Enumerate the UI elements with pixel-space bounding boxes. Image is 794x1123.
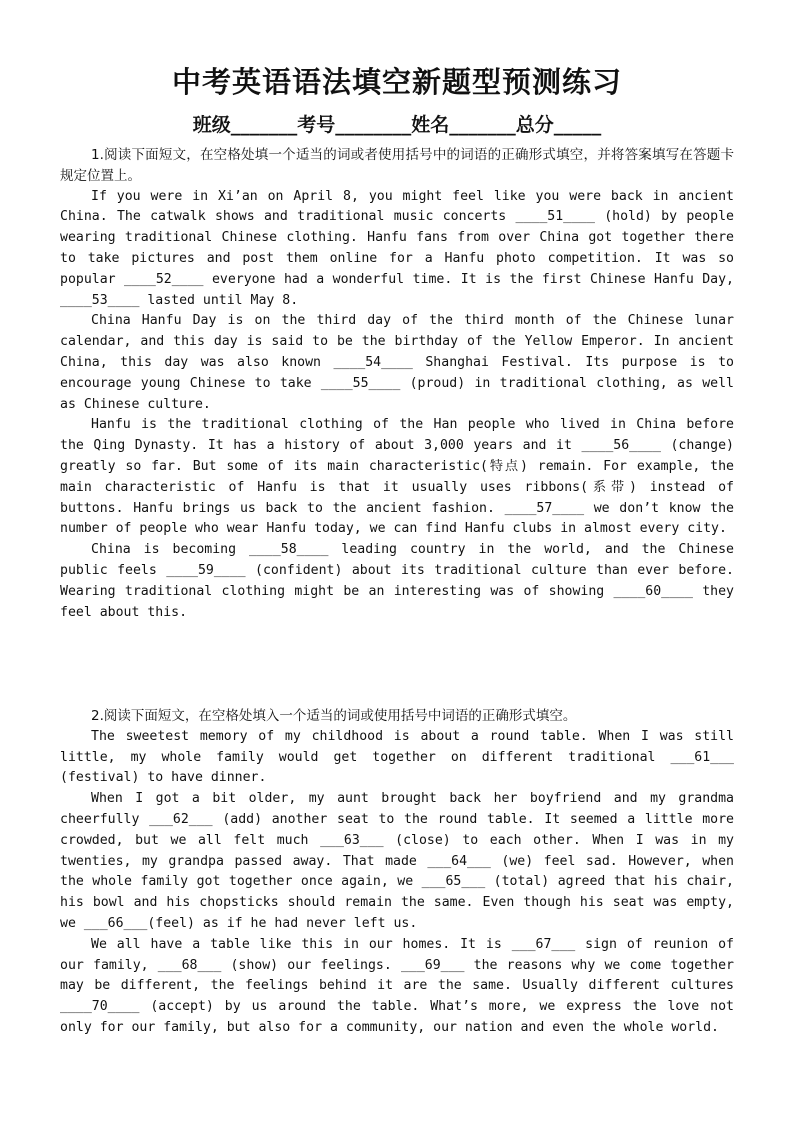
section-2-paragraph: We all have a table like this in our homes. It is ___67___ sign of reunion of our family, ___68___ (show) our feelings. ___69___ the reasons why we come together may be different, the feelings behind it are the same. Usually different cultures ____70____ (accept) by us around the table. What’s more, we express the love not only for our family, but also for a community, our nation and even the whole world. bbox=[60, 936, 734, 1035]
student-info-line: 班级_______考号________姓名_______总分_____ bbox=[192, 114, 602, 136]
page-title: 中考英语语法填空新题型预测练习 bbox=[171, 65, 622, 99]
section-1-paragraph: China is becoming ____58____ leading country in the world, and the Chinese public feels ____59____ (confident) about its traditional culture than ever before. Wearing traditional clothing might be an interesting was of showing ____60____ they feel about this. bbox=[60, 542, 734, 620]
section-1-paragraph: If you were in Xi’an on April 8, you might feel like you were back in ancient China. The catwalk shows and traditional music concerts ____51____ (hold) by people wearing traditional Chinese clothing. Hanfu fans from over China got together there to take pictures and post them online for a Hanfu photo competition. It was so popular ____52____ everyone had a wonderful time. It is the first Chinese Hanfu Day, ____53____ lasted until May 8. bbox=[60, 188, 734, 308]
section-2-paragraph: When I got a bit older, my aunt brought back her boyfriend and my grandma cheerfully ___62___ (add) another seat to the round table. It seemed a little more crowded, but we all felt much ___63___ (close) to each other. When I was in my twenties, my grandpa passed away. That made ___64___ (we) feel sad. However, when the whole family got together once again, we ___65___ (total) agreed that his chair, his bowl and his chopsticks should remain the same. Even though his seat was empty, we ___66___(feel) as if he had never left us. bbox=[60, 791, 734, 931]
section-1-paragraph: China Hanfu Day is on the third day of the third month of the Chinese lunar calendar, and this day is said to be the birthday of the Yellow Emperor. In ancient China, this day was also known ____54____ Shanghai Festival. Its purpose is to encourage young Chinese to take ____55____ (proud) in traditional clothing, as well as Chinese culture. bbox=[60, 313, 734, 412]
section-2-instruction: 2.阅读下面短文，在空格处填入一个适当的词或使用括号中词语的正确形式填空。 bbox=[91, 708, 577, 724]
section-2-paragraph: The sweetest memory of my childhood is about a round table. When I was still little, my whole family would get together on different traditional ___61___ (festival) to have dinner. bbox=[60, 728, 734, 786]
exercise-section-1 bbox=[60, 145, 734, 623]
section-1-paragraph: Hanfu is the traditional clothing of the Han people who lived in China before the Qing Dynasty. It has a history of about 3,000 years and it ____56____ (change) greatly so far. But some of its main characteristic(特点) remain. For example, the main characteristic of Hanfu is that it usually uses ribbons(系带) instead of buttons. Hanfu brings us back to the ancient fashion. ____57____ we don’t know the number of people who wear Hanfu today, we can find Hanfu clubs in almost every city. bbox=[60, 417, 734, 537]
exercise-section-2 bbox=[60, 706, 734, 1039]
section-1-instruction: 1.阅读下面短文，在空格处填一个适当的词或者使用括号中的词语的正确形式填空，并将答案填写在答题卡规定位置上。 bbox=[60, 147, 734, 184]
